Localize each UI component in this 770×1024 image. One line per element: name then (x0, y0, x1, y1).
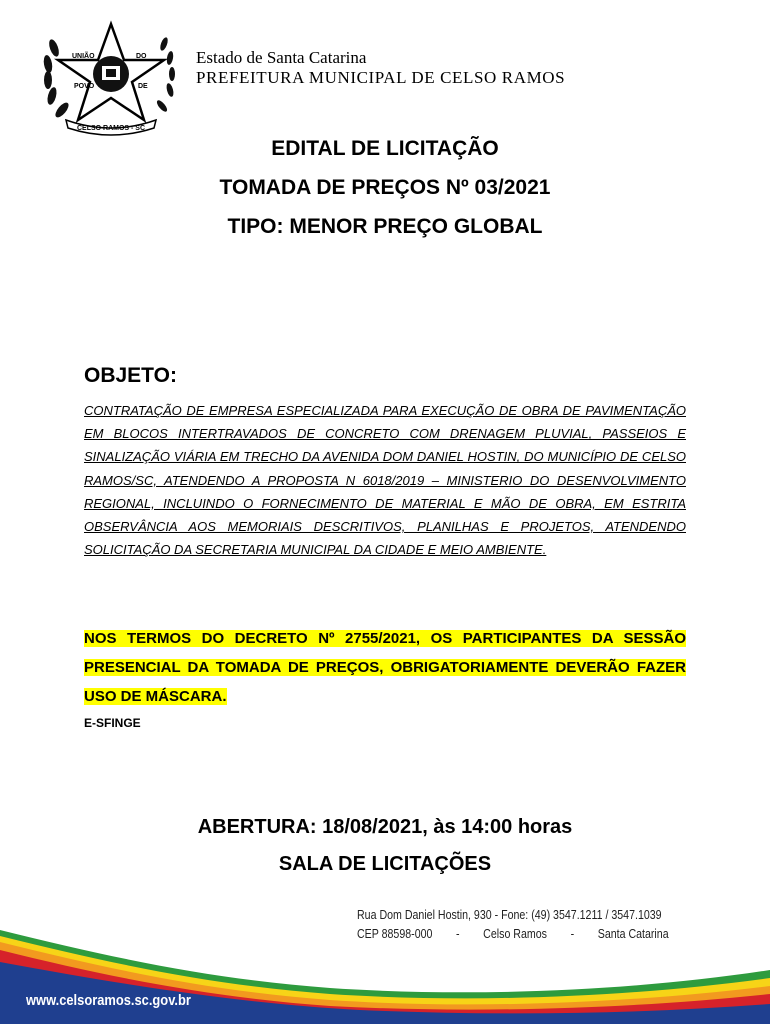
address-line-1: Rua Dom Daniel Hostin, 930 - Fone: (49) 3547.1211 / 3547.1039 (357, 908, 662, 922)
objeto-heading: OBJETO: (84, 364, 177, 387)
website-link[interactable]: www.celsoramos.sc.gov.br (26, 992, 191, 1009)
municipal-crest (36, 18, 186, 136)
title-tipo: TIPO: MENOR PREÇO GLOBAL (227, 215, 543, 238)
state-name: Estado de Santa Catarina (196, 48, 367, 67)
prefeitura-name: PREFEITURA MUNICIPAL DE CELSO RAMOS (196, 68, 566, 87)
mask-notice-text: NOS TERMOS DO DECRETO Nº 2755/2021, OS PARTICIPANTES DA SESSÃO PRESENCIAL DA TOMADA DE PREÇOS, OBRIGATORIAMENTE DEVERÃO FAZER USO DE MÁSCARA. (84, 630, 686, 705)
opening-date: ABERTURA: 18/08/2021, às 14:00 horas (197, 816, 573, 838)
title-tomada-precos: TOMADA DE PREÇOS Nº 03/2021 (219, 176, 551, 199)
left-laurel-icon (42, 38, 70, 119)
title-edital: EDITAL DE LICITAÇÃO (271, 137, 499, 160)
objeto-description: CONTRATAÇÃO DE EMPRESA ESPECIALIZADA PARA EXECUÇÃO DE OBRA DE PAVIMENTAÇÃO EM BLOCOS INTERTRAVADOS DE CONCRETO COM DRENAGEM PLUVIAL, PASSEIOS E SINALIZAÇÃO VIÁRIA EM TRECHO DA AVENIDA DOM DANIEL HOSTIN, DO MUNICÍPIO DE CELSO RAMOS/SC, ATENDENDO A PROPOSTA N 6018/2019 – MINISTERIO DO DESENVOLVIMENTO REGIONAL, INCLUINDO O FORNECIMENTO DE MATERIAL E MÃO DE OBRA, EM ESTRITA OBSERVÂNCIA AOS MEMORIAIS DESCRITIVOS, PLANILHAS E PROJETOS, ATENDENDO SOLICITAÇÃO DA SECRETARIA MUNICIPAL DA CIDADE E MEIO AMBIENTE. (84, 403, 686, 558)
motto-word: DO (136, 53, 147, 60)
esfinge-label: E-SFINGE (84, 716, 141, 730)
document-titles (0, 134, 770, 251)
motto-word: DE (138, 83, 148, 90)
mask-notice (84, 624, 686, 711)
crest-ribbon-text: CELSO RAMOS - SC (76, 125, 146, 132)
letterhead (196, 48, 565, 88)
footer-address (357, 906, 669, 944)
session-room: SALA DE LICITAÇÕES (278, 853, 492, 875)
right-wheat-icon (155, 36, 175, 113)
motto-word: UNIÃO (72, 53, 95, 60)
motto-word: POVO (74, 83, 95, 90)
address-line-2: CEP 88598-000 - Celso Ramos - Santa Catarina (357, 927, 669, 941)
